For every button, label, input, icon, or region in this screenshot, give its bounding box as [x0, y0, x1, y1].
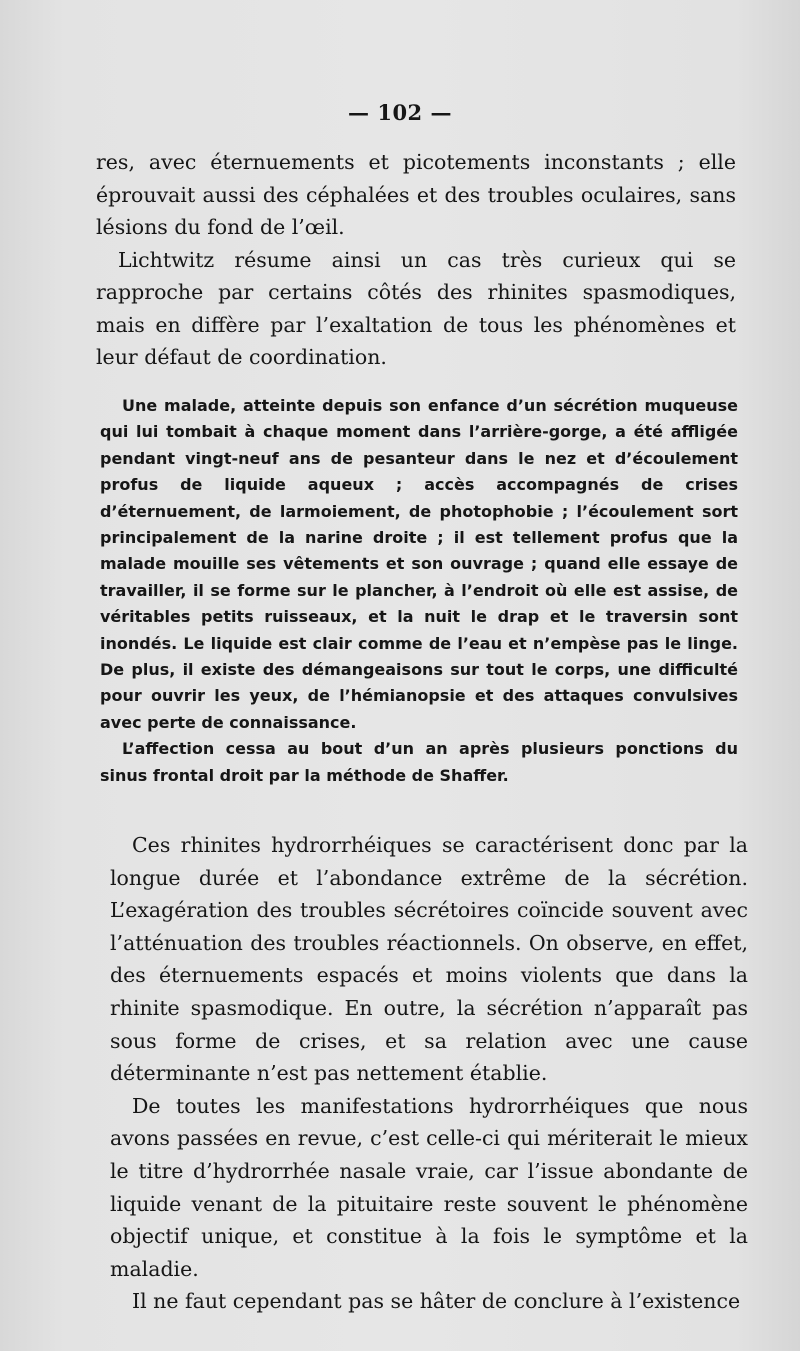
- body-text-top: [96, 146, 736, 374]
- paragraph: Ces rhinites hydrorrhéiques se caractérisent donc par la longue durée et l’abondance extrême de la sécrétion. L’exagération des troubles sécrétoires coïncide souvent avec l’atténuation des troubles réactionnels. On observe, en effet, des éternuements espacés et moins violents que dans la rhinite spasmodique. En outre, la sécrétion n’apparaît pas sous forme de crises, et sa relation avec une cause déterminante n’est pas nettement établie.: [110, 833, 748, 1086]
- page-number: — 102 —: [348, 100, 452, 125]
- paragraph: Il ne faut cependant pas se hâter de conclure à l’existence: [132, 1289, 741, 1314]
- paragraph: Lichtwitz résume ainsi un cas très curieux qui se rapproche par certains côtés des rhinites spasmodiques, mais en diffère par l’exaltation de tous les phénomènes et leur défaut de coordination.: [96, 247, 736, 369]
- quote-paragraph: Une malade, atteinte depuis son enfance d’un sécrétion muqueuse qui lui tombait à chaque moment dans l’arrière-gorge, a été affligée pendant vingt-neuf ans de pesanteur dans le nez et d’écoulement profus de liquide aqueux ; accès accompagnés de crises d’éternuement, de larmoiement, de photophobie ; l’écoulement sort principalement de la narine droite ; il est tellement profus que la malade mouille ses vêtements et son ouvrage ; quand elle essaye de travailler, il se forme sur le plancher, à l’endroit où elle est assise, de véritables petits ruisseaux, et la nuit le drap et le traversin sont inondés. Le liquide est clair comme de l’eau et n’empèse pas le linge. De plus, il existe des démangeaisons sur tout le corps, une difficulté pour ouvrir les yeux, de l’hémianopsie et des attaques convulsives avec perte de connaissance.: [100, 396, 738, 732]
- paragraph: res, avec éternuements et picotements inconstants ; elle éprouvait aussi des céphalées et des troubles oculaires, sans lésions du fond de l’œil.: [96, 150, 736, 239]
- case-quote: [100, 393, 738, 789]
- paragraph: De toutes les manifestations hydrorrhéiques que nous avons passées en revue, c’est celle-ci qui mériterait le mieux le titre d’hydrorrhée nasale vraie, car l’issue abondante de liquide venant de la pituitaire reste souvent le phénomène objectif unique, et constitue à la fois le symptôme et la maladie.: [110, 1093, 748, 1281]
- quote-paragraph: L’affection cessa au bout d’un an après plusieurs ponctions du sinus frontal droit par la méthode de Shaffer.: [100, 739, 738, 785]
- body-text-bottom: [110, 829, 748, 1318]
